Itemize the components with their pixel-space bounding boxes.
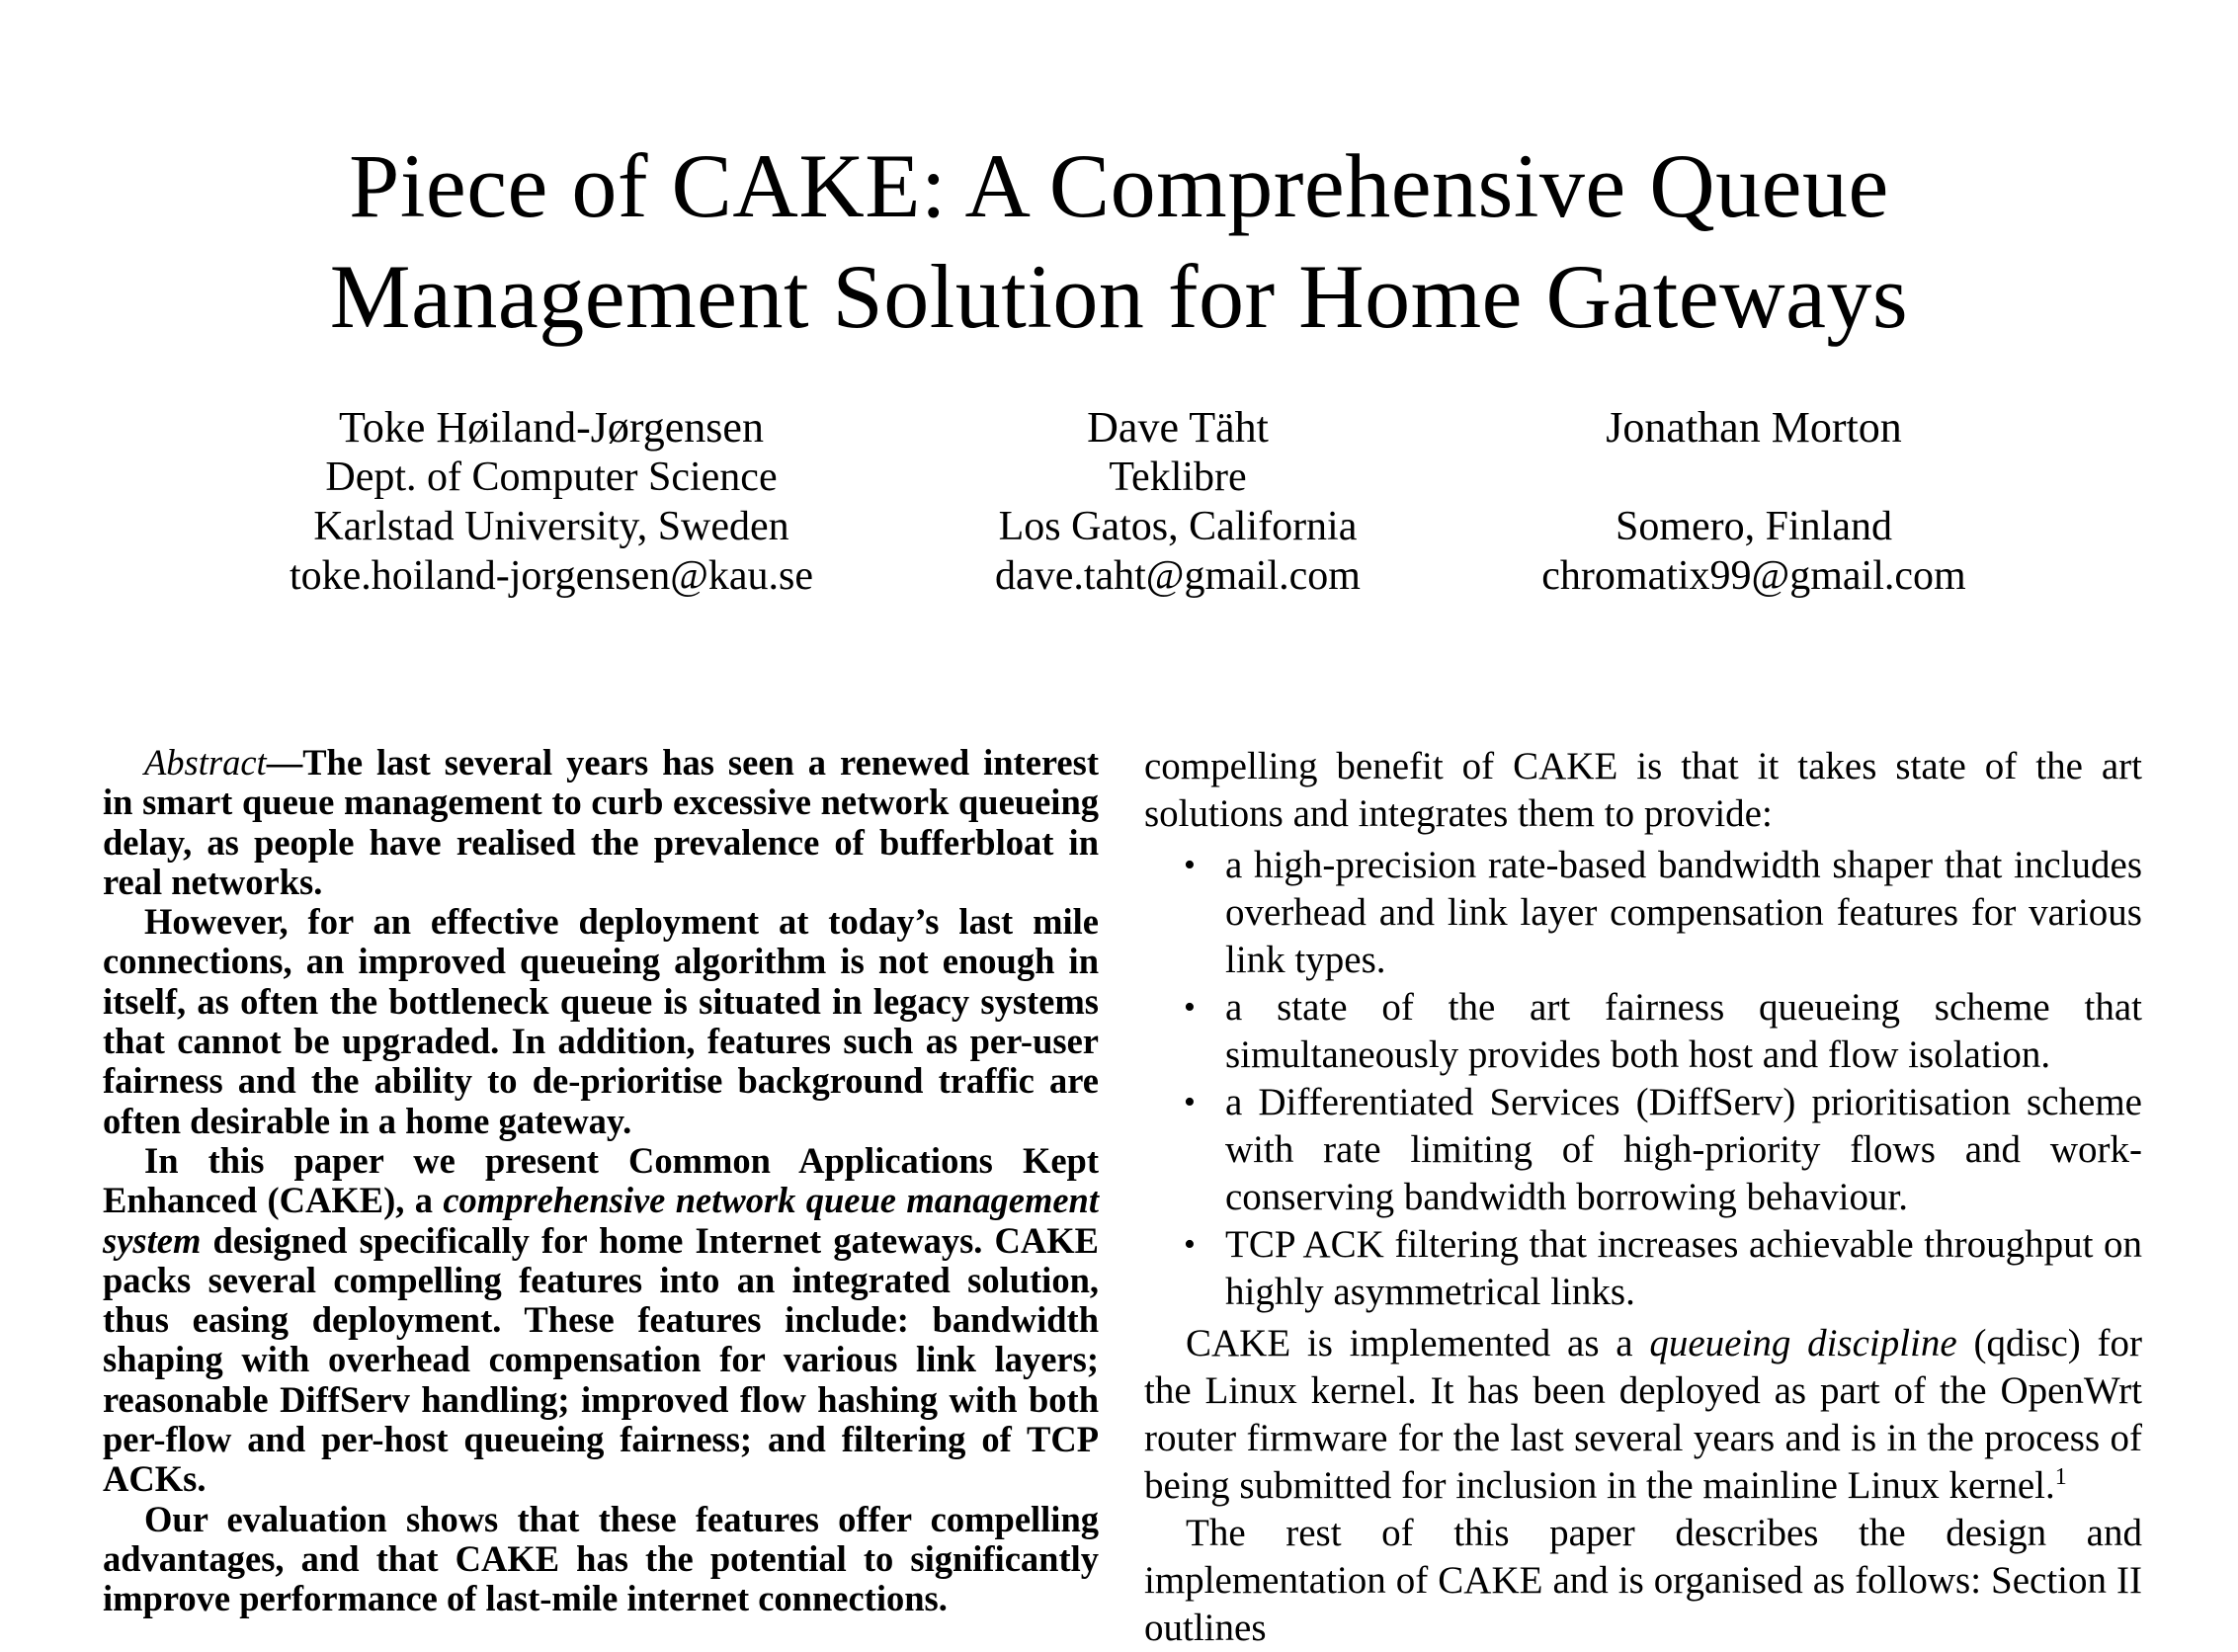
paper-title — [148, 130, 2090, 352]
body-emphasis: queueing discipline — [1649, 1322, 1957, 1364]
bullet-icon: • — [1184, 989, 1196, 1026]
title-line-1: Piece of CAKE: A Comprehensive Queue — [349, 135, 1889, 236]
abstract-paragraph-2: However, for an effective deployment at today’s last mile connections, an improved queueing algorithm is not enough in itself, as often the bottleneck queue is situated in legacy systems that cannot be upgraded. In addition, features such as per-user fairness and the ability to de-prioritise background traffic are often desirable in a home gateway. — [103, 901, 1099, 1141]
bullet-icon: • — [1184, 847, 1196, 883]
author-block-1 — [255, 403, 848, 601]
abstract-paragraph-3 — [103, 1141, 1099, 1500]
author-name: Toke Høiland-Jørgensen — [339, 403, 764, 452]
abstract-paragraph-4: Our evaluation shows that these features offer compelling advantages, and that CAKE has the potential to significantly improve performance of last-mile internet connections. — [103, 1498, 1099, 1619]
bullet-icon: • — [1184, 1226, 1196, 1263]
feature-list — [1144, 842, 2142, 1316]
abstract-paragraph-1 — [103, 743, 1099, 902]
author-email: dave.taht@gmail.com — [995, 553, 1361, 599]
body-column — [1144, 743, 2142, 1652]
author-email: chromatix99@gmail.com — [1541, 553, 1966, 599]
author-affiliation: Dept. of Computer Science — [325, 454, 778, 500]
list-item — [1144, 1221, 2142, 1316]
abstract-text: —The last several years has seen a renewed interest in smart queue management to curb excessive network queueing delay, as people have realised the prevalence of bufferbloat in real networks. — [103, 742, 1099, 902]
author-email: toke.hoiland-jorgensen@kau.se — [289, 553, 814, 599]
footnote-marker[interactable]: 1 — [2054, 1464, 2067, 1490]
author-block-2 — [881, 403, 1474, 601]
title-line-2: Management Solution for Home Gateways — [329, 246, 1909, 347]
list-item-text: TCP ACK filtering that increases achievable throughput on highly asymmetrical links. — [1225, 1223, 2142, 1313]
body-text: (qdisc) for the Linux kernel. It has been deployed as part of the OpenWrt router firmware for the last several years and is in the process of being submitted for inclusion in the mainline Linux kernel. — [1144, 1322, 2143, 1507]
abstract-column — [103, 743, 1099, 1619]
body-text: CAKE is implemented as a — [1186, 1322, 1633, 1364]
author-block-3 — [1457, 403, 2050, 601]
list-item-text: a Differentiated Services (DiffServ) prioritisation scheme with rate limiting of high-priority flows and work-conserving bandwidth borrowing behaviour. — [1225, 1081, 2142, 1218]
list-item-text: a state of the art fairness queueing scheme that simultaneously provides both host and flow isolation. — [1225, 986, 2142, 1076]
list-item — [1144, 1079, 2142, 1221]
body-paragraph-outline: The rest of this paper describes the design and implementation of CAKE and is organised as follows: Section II outlines — [1144, 1512, 2142, 1649]
author-affiliation — [1457, 453, 2050, 502]
body-paragraph-qdisc — [1144, 1320, 2142, 1510]
abstract-text: designed specifically for home Internet gateways. CAKE packs several compelling features into an integrated solution, thus easing deployment. These features include: bandwidth shaping with overhead compensation for various link layers; reasonable DiffServ handling; improved flow hashing with both per-flow and per-host queueing fairness; and filtering of TCP ACKs. — [103, 1219, 1100, 1500]
author-location: Los Gatos, California — [998, 504, 1358, 549]
list-item — [1144, 984, 2142, 1079]
author-name: Jonathan Morton — [1606, 403, 1902, 452]
body-paragraph-intro: compelling benefit of CAKE is that it takes state of the art solutions and integrates them to provide: — [1144, 745, 2142, 835]
bullet-icon: • — [1184, 1084, 1196, 1120]
author-location: Somero, Finland — [1616, 504, 1892, 549]
author-affiliation: Teklibre — [1109, 454, 1247, 500]
abstract-text: In this paper we present Common Applications Kept Enhanced (CAKE), a — [103, 1139, 1099, 1221]
list-item — [1144, 842, 2142, 984]
list-item-text: a high-precision rate-based bandwidth shaper that includes overhead and link layer compensation features for various link types. — [1225, 844, 2142, 981]
author-name: Dave Täht — [1087, 403, 1269, 452]
author-location: Karlstad University, Sweden — [313, 504, 789, 549]
abstract-label: Abstract — [144, 742, 267, 783]
abstract-emphasis: comprehensive network queue management system — [103, 1180, 1099, 1261]
